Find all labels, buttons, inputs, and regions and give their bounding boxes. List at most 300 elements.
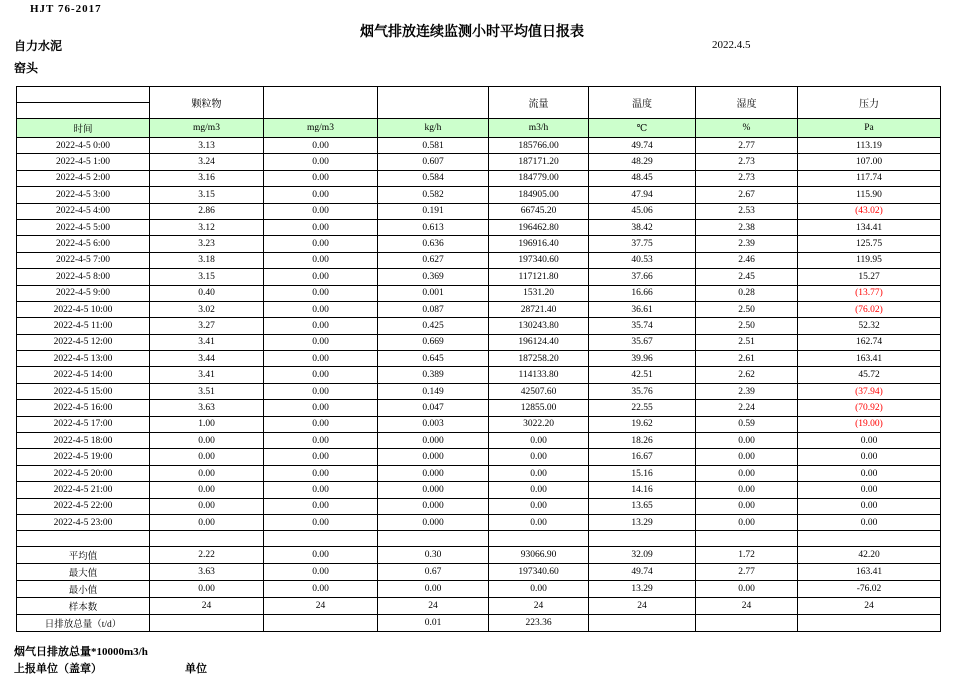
hour-row [17,433,941,449]
time-cell: 2022-4-5 11:00 [17,318,150,334]
value-cell: 163.41 [798,351,941,367]
hour-row [17,138,941,154]
value-cell: 0.00 [150,465,264,481]
hour-row [17,351,941,367]
summary-row [17,598,941,615]
value-cell: 2.62 [696,367,798,383]
value-cell: 0.00 [264,465,378,481]
value-cell: 0.00 [489,465,589,481]
value-cell: 0.191 [378,203,489,219]
value-cell: 36.61 [589,301,696,317]
value-cell: 0.000 [378,514,489,530]
value-cell: (19.00) [798,416,941,432]
value-cell: 3.18 [150,252,264,268]
time-cell: 2022-4-5 2:00 [17,170,150,186]
value-cell: 45.72 [798,367,941,383]
value-cell: 1531.20 [489,285,589,301]
value-cell: 2.73 [696,170,798,186]
unit-mgm3-1: mg/m3 [150,119,264,138]
value-cell: 196124.40 [489,334,589,350]
summary-label-cell: 日排放总量（t/d） [17,615,150,632]
value-cell: 0.149 [378,383,489,399]
value-cell: 0.00 [264,581,378,598]
value-cell: 49.74 [589,564,696,581]
value-cell: 38.42 [589,219,696,235]
time-cell: 2022-4-5 15:00 [17,383,150,399]
value-cell: 24 [589,598,696,615]
units-header-row [17,119,941,138]
summary-label-cell: 最小值 [17,581,150,598]
time-cell: 2022-4-5 18:00 [17,433,150,449]
value-cell: 2.77 [696,138,798,154]
value-cell: 40.53 [589,252,696,268]
time-cell: 2022-4-5 7:00 [17,252,150,268]
value-cell: 0.00 [264,334,378,350]
value-cell: 0.28 [696,285,798,301]
value-cell: 13.29 [589,581,696,598]
value-cell: 0.425 [378,318,489,334]
time-cell: 2022-4-5 23:00 [17,514,150,530]
time-cell: 2022-4-5 10:00 [17,301,150,317]
value-cell: 22.55 [589,400,696,416]
doc-code: HJT 76-2017 [30,3,102,15]
value-cell: 0.00 [696,449,798,465]
value-cell: 0.00 [378,581,489,598]
value-cell: 0.00 [798,449,941,465]
value-cell [696,615,798,632]
value-cell: 24 [489,598,589,615]
value-cell: 0.00 [489,581,589,598]
value-cell: 2.86 [150,203,264,219]
value-cell: 3.23 [150,236,264,252]
value-cell: 0.00 [264,449,378,465]
value-cell: 2.45 [696,269,798,285]
value-cell [798,615,941,632]
value-cell: 0.00 [264,236,378,252]
value-cell: 3.13 [150,138,264,154]
col-header-blank-1 [264,87,378,119]
value-cell: 2.38 [696,219,798,235]
summary-row [17,564,941,581]
value-cell: 223.36 [489,615,589,632]
value-cell: 114133.80 [489,367,589,383]
hour-row [17,301,941,317]
value-cell: 196916.40 [489,236,589,252]
hour-row [17,334,941,350]
value-cell: 15.27 [798,269,941,285]
value-cell: 2.22 [150,547,264,564]
value-cell: 0.582 [378,187,489,203]
value-cell: 0.584 [378,170,489,186]
unit-m3h: m3/h [489,119,589,138]
value-cell: 0.00 [264,564,378,581]
value-cell: 0.00 [798,498,941,514]
value-cell: 163.41 [798,564,941,581]
value-cell: 3.27 [150,318,264,334]
time-header-split-bottom [17,103,149,118]
unit-mgm3-2: mg/m3 [264,119,378,138]
hour-row [17,482,941,498]
hour-row [17,219,941,235]
value-cell: 125.75 [798,236,941,252]
value-cell: 0.669 [378,334,489,350]
value-cell: 0.00 [264,416,378,432]
col-header-temperature: 温度 [589,87,696,119]
time-cell: 2022-4-5 22:00 [17,498,150,514]
unit-label: 单位 [185,663,207,675]
hour-row [17,269,941,285]
hour-row [17,514,941,530]
hour-row [17,203,941,219]
value-cell: 3.16 [150,170,264,186]
time-cell: 2022-4-5 6:00 [17,236,150,252]
hour-row [17,252,941,268]
value-cell: 0.087 [378,301,489,317]
value-cell: 0.000 [378,482,489,498]
value-cell: 107.00 [798,154,941,170]
value-cell: 185766.00 [489,138,589,154]
value-cell: 113.19 [798,138,941,154]
summary-label-cell: 最大值 [17,564,150,581]
value-cell: (76.02) [798,301,941,317]
time-column-label: 时间 [17,119,150,138]
value-cell: 0.00 [798,465,941,481]
value-cell: 0.00 [264,318,378,334]
value-cell [489,531,589,547]
value-cell: 0.00 [264,383,378,399]
value-cell: 2.73 [696,154,798,170]
value-cell: 0.607 [378,154,489,170]
value-cell: 2.77 [696,564,798,581]
value-cell: 0.636 [378,236,489,252]
value-cell: 1.72 [696,547,798,564]
value-cell: 3.44 [150,351,264,367]
value-cell: 0.627 [378,252,489,268]
time-cell: 2022-4-5 4:00 [17,203,150,219]
col-header-pressure: 压力 [798,87,941,119]
col-header-blank-2 [378,87,489,119]
value-cell: 2.61 [696,351,798,367]
value-cell [696,531,798,547]
value-cell: 0.00 [489,482,589,498]
value-cell: 0.00 [264,187,378,203]
value-cell: 35.67 [589,334,696,350]
value-cell: (70.92) [798,400,941,416]
value-cell: 45.06 [589,203,696,219]
value-cell: 2.39 [696,236,798,252]
value-cell: 0.00 [489,498,589,514]
hour-row [17,416,941,432]
value-cell: 0.001 [378,285,489,301]
value-cell: 24 [150,598,264,615]
unit-percent: % [696,119,798,138]
value-cell: 0.00 [264,498,378,514]
value-cell: 0.00 [264,433,378,449]
report-date: 2022.4.5 [712,39,751,51]
value-cell: 0.369 [378,269,489,285]
value-cell: 0.00 [264,219,378,235]
value-cell: 48.29 [589,154,696,170]
value-cell: 39.96 [589,351,696,367]
value-cell: 184779.00 [489,170,589,186]
time-cell: 2022-4-5 5:00 [17,219,150,235]
value-cell: 0.000 [378,465,489,481]
hour-row [17,465,941,481]
unit-pa: Pa [798,119,941,138]
unit-kgh: kg/h [378,119,489,138]
value-cell: 0.047 [378,400,489,416]
value-cell [264,531,378,547]
value-cell: 2.46 [696,252,798,268]
value-cell: -76.02 [798,581,941,598]
value-cell: 19.62 [589,416,696,432]
time-header-split-top [17,87,149,103]
value-cell: 0.00 [696,581,798,598]
value-cell: 0.581 [378,138,489,154]
value-cell: 0.00 [798,514,941,530]
value-cell: 12855.00 [489,400,589,416]
value-cell: 184905.00 [489,187,589,203]
value-cell [798,531,941,547]
time-cell: 2022-4-5 21:00 [17,482,150,498]
value-cell: 3.63 [150,564,264,581]
value-cell: 187171.20 [489,154,589,170]
value-cell: 3.15 [150,269,264,285]
time-cell: 2022-4-5 20:00 [17,465,150,481]
col-header-humidity: 湿度 [696,87,798,119]
value-cell [378,531,489,547]
value-cell: 0.00 [696,465,798,481]
company-name: 自力水泥 [14,39,63,53]
value-cell: 47.94 [589,187,696,203]
time-cell: 2022-4-5 14:00 [17,367,150,383]
reporting-org-label: 上报单位（盖章） [14,663,102,675]
value-cell: 42507.60 [489,383,589,399]
hour-row [17,236,941,252]
value-cell: 24 [798,598,941,615]
value-cell: 3.02 [150,301,264,317]
value-cell: 0.00 [264,514,378,530]
value-cell: 24 [264,598,378,615]
value-cell: 197340.60 [489,564,589,581]
summary-row [17,581,941,598]
value-cell: 0.30 [378,547,489,564]
value-cell: 13.29 [589,514,696,530]
value-cell: 0.00 [489,433,589,449]
value-cell: 37.66 [589,269,696,285]
value-cell: 16.66 [589,285,696,301]
value-cell: 0.00 [264,367,378,383]
time-header-split-cell [17,87,150,119]
value-cell: 37.75 [589,236,696,252]
time-cell: 2022-4-5 17:00 [17,416,150,432]
value-cell: 0.645 [378,351,489,367]
time-cell: 2022-4-5 19:00 [17,449,150,465]
time-cell: 2022-4-5 9:00 [17,285,150,301]
value-cell: 2.67 [696,187,798,203]
value-cell: (13.77) [798,285,941,301]
value-cell: 0.00 [489,514,589,530]
summary-label-cell: 平均值 [17,547,150,564]
value-cell: 0.00 [150,482,264,498]
value-cell: 0.00 [264,547,378,564]
value-cell: (43.02) [798,203,941,219]
value-cell: 0.00 [696,433,798,449]
value-cell: 3.41 [150,334,264,350]
hour-row [17,367,941,383]
value-cell: 0.00 [264,351,378,367]
value-cell: 93066.90 [489,547,589,564]
time-cell: 2022-4-5 13:00 [17,351,150,367]
value-cell [589,531,696,547]
value-cell: 130243.80 [489,318,589,334]
value-cell: 3.63 [150,400,264,416]
value-cell: 0.000 [378,433,489,449]
col-header-particulate: 颗粒物 [150,87,264,119]
value-cell: 0.01 [378,615,489,632]
col-header-flow: 流量 [489,87,589,119]
value-cell: 0.00 [150,433,264,449]
value-cell: 2.24 [696,400,798,416]
value-cell: 2.39 [696,383,798,399]
value-cell: 117.74 [798,170,941,186]
monitoring-point-name: 窑头 [14,61,39,75]
value-cell: 0.00 [150,498,264,514]
value-cell: 187258.20 [489,351,589,367]
value-cell: 0.00 [798,433,941,449]
hour-row [17,449,941,465]
value-cell: 15.16 [589,465,696,481]
time-cell: 2022-4-5 16:00 [17,400,150,416]
value-cell: 3.12 [150,219,264,235]
value-cell: 48.45 [589,170,696,186]
value-cell: 35.74 [589,318,696,334]
time-cell: 2022-4-5 12:00 [17,334,150,350]
time-cell: 2022-4-5 3:00 [17,187,150,203]
value-cell: 0.000 [378,449,489,465]
value-cell: 162.74 [798,334,941,350]
value-cell: 3.51 [150,383,264,399]
time-cell: 2022-4-5 1:00 [17,154,150,170]
value-cell: 0.000 [378,498,489,514]
value-cell: 2.53 [696,203,798,219]
value-cell: 0.00 [264,400,378,416]
value-cell: 0.00 [264,482,378,498]
hour-row [17,154,941,170]
value-cell: 49.74 [589,138,696,154]
value-cell: 0.00 [264,138,378,154]
value-cell: 0.67 [378,564,489,581]
summary-row [17,615,941,632]
value-cell: 28721.40 [489,301,589,317]
value-cell: 16.67 [589,449,696,465]
value-cell [264,615,378,632]
value-cell: 117121.80 [489,269,589,285]
hour-row [17,285,941,301]
value-cell: 115.90 [798,187,941,203]
group-header-row [17,87,941,119]
value-cell: 0.00 [264,252,378,268]
value-cell: 2.51 [696,334,798,350]
value-cell: 196462.80 [489,219,589,235]
value-cell: 3022.20 [489,416,589,432]
value-cell: 13.65 [589,498,696,514]
value-cell: 3.15 [150,187,264,203]
spacer-row [17,531,941,547]
value-cell: 2.50 [696,301,798,317]
value-cell: 3.24 [150,154,264,170]
value-cell: 24 [378,598,489,615]
value-cell: 0.613 [378,219,489,235]
value-cell: 1.00 [150,416,264,432]
summary-label-cell: 样本数 [17,598,150,615]
value-cell: 35.76 [589,383,696,399]
hour-row [17,383,941,399]
value-cell: 52.32 [798,318,941,334]
value-cell: 66745.20 [489,203,589,219]
value-cell [150,531,264,547]
value-cell: 3.41 [150,367,264,383]
report-table [16,86,941,632]
summary-row [17,547,941,564]
value-cell: 0.00 [798,482,941,498]
value-cell: 0.003 [378,416,489,432]
hour-row [17,170,941,186]
value-cell: 0.00 [150,581,264,598]
value-cell: 42.20 [798,547,941,564]
value-cell: 0.00 [150,449,264,465]
empty-cell [17,531,150,547]
hour-row [17,187,941,203]
value-cell: 14.16 [589,482,696,498]
value-cell: 0.00 [150,514,264,530]
value-cell: 0.00 [264,269,378,285]
value-cell: (37.94) [798,383,941,399]
value-cell: 0.00 [264,170,378,186]
value-cell: 2.50 [696,318,798,334]
hour-row [17,318,941,334]
value-cell: 0.00 [696,514,798,530]
value-cell: 0.00 [264,285,378,301]
time-cell: 2022-4-5 0:00 [17,138,150,154]
value-cell [589,615,696,632]
value-cell: 0.00 [264,301,378,317]
hour-row [17,400,941,416]
value-cell [150,615,264,632]
value-cell: 32.09 [589,547,696,564]
value-cell: 42.51 [589,367,696,383]
value-cell: 24 [696,598,798,615]
value-cell: 119.95 [798,252,941,268]
page-title: 烟气排放连续监测小时平均值日报表 [360,25,584,40]
footer-note: 烟气日排放总量*10000m3/h [14,646,148,658]
value-cell: 0.00 [696,482,798,498]
value-cell: 0.40 [150,285,264,301]
value-cell: 0.00 [264,154,378,170]
value-cell: 0.59 [696,416,798,432]
value-cell: 134.41 [798,219,941,235]
hour-row [17,498,941,514]
value-cell: 0.00 [696,498,798,514]
unit-celsius: ℃ [589,119,696,138]
value-cell: 0.00 [489,449,589,465]
value-cell: 18.26 [589,433,696,449]
value-cell: 197340.60 [489,252,589,268]
value-cell: 0.00 [264,203,378,219]
value-cell: 0.389 [378,367,489,383]
table-body [17,138,941,632]
time-cell: 2022-4-5 8:00 [17,269,150,285]
